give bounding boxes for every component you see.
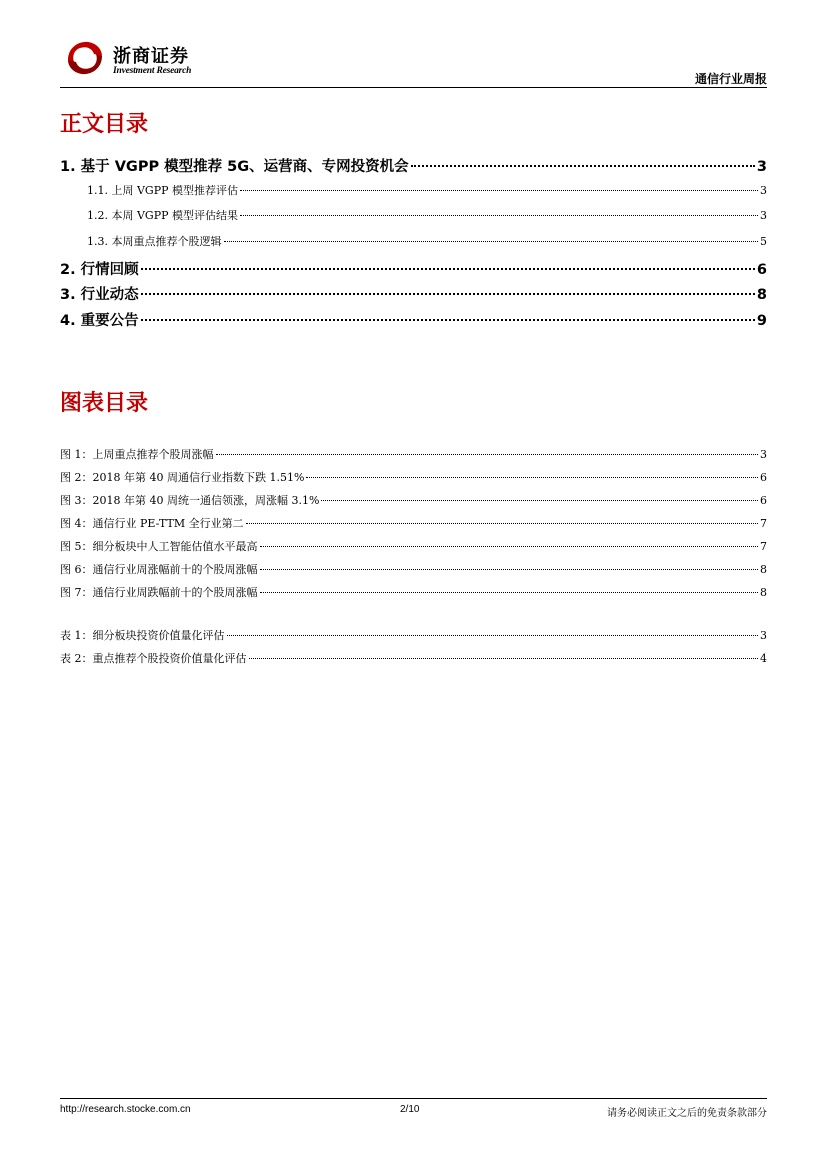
figure-entry-label: 图 1：上周重点推荐个股周涨幅 — [60, 448, 214, 461]
figure-entry-label: 图 7：通信行业周跌幅前十的个股周涨幅 — [60, 586, 258, 599]
table-entry[interactable] — [60, 650, 767, 666]
dot-leader — [306, 477, 758, 478]
dot-leader — [224, 241, 759, 242]
figure-entry[interactable] — [60, 515, 767, 531]
toc-entry-label: 3. 行业动态 — [60, 287, 139, 303]
figure-entry-page: 8 — [760, 586, 767, 599]
figure-entry-label: 图 6：通信行业周涨幅前十的个股周涨幅 — [60, 563, 258, 576]
figure-entry-page: 6 — [760, 471, 767, 484]
figure-entry[interactable] — [60, 492, 767, 508]
toc-entry-label: 1.1. 上周 VGPP 模型推荐评估 — [87, 184, 239, 197]
figure-entry-label: 图 3：2018 年第 40 周统一通信领涨，周涨幅 3.1% — [60, 494, 320, 507]
toc-entry-page: 6 — [756, 262, 767, 278]
dot-leader — [240, 215, 758, 216]
toc-entry-label: 1. 基于 VGPP 模型推荐 5G、运营商、专网投资机会 — [60, 159, 409, 175]
figure-entry-label: 图 4：通信行业 PE-TTM 全行业第二 — [60, 517, 244, 530]
figure-entry-page: 3 — [760, 448, 767, 461]
figure-entry[interactable] — [60, 538, 767, 554]
toc-entry-label: 1.2. 本周 VGPP 模型评估结果 — [87, 209, 239, 222]
toc-title: 正文目录 — [60, 112, 149, 137]
figure-entry[interactable] — [60, 469, 767, 485]
footer-url-link[interactable]: http://research.stocke.com.cn — [60, 1104, 191, 1115]
header-divider — [60, 87, 767, 88]
table-entry-label: 表 2：重点推荐个股投资价值量化评估 — [60, 652, 247, 665]
toc-entry[interactable] — [60, 283, 767, 304]
dot-leader — [260, 569, 759, 570]
dot-leader — [227, 635, 759, 636]
disclaimer-note: 请务必阅读正文之后的免责条款部分 — [607, 1108, 767, 1119]
toc-entry-page: 3 — [760, 209, 767, 222]
dot-leader — [141, 268, 755, 270]
toc-entry-page: 3 — [756, 159, 767, 175]
toc-entry[interactable] — [87, 207, 767, 223]
figure-list-title: 图表目录 — [60, 391, 149, 416]
dot-leader — [240, 190, 758, 191]
dot-leader — [246, 523, 758, 524]
toc-entry-page: 8 — [756, 287, 767, 303]
figure-entry[interactable] — [60, 584, 767, 600]
toc-entry[interactable] — [87, 233, 767, 249]
toc-entry-label: 2. 行情回顾 — [60, 262, 139, 278]
figure-entry-label: 图 5：细分板块中人工智能估值水平最高 — [60, 540, 258, 553]
figure-entry-label: 图 2：2018 年第 40 周通信行业指数下跌 1.51% — [60, 471, 305, 484]
toc-entry-page: 5 — [760, 235, 767, 248]
dot-leader — [411, 165, 755, 167]
toc-entry[interactable] — [87, 182, 767, 198]
toc-entry-label: 4. 重要公告 — [60, 313, 139, 329]
figure-entry-page: 7 — [760, 540, 767, 553]
dot-leader — [141, 293, 755, 295]
logo-icon — [62, 38, 108, 78]
footer-divider — [60, 1098, 767, 1099]
report-type-label: 通信行业周报 — [694, 72, 767, 86]
page-number: 2/10 — [400, 1104, 420, 1115]
dot-leader — [141, 319, 755, 321]
table-entry-page: 3 — [760, 629, 767, 642]
table-entry-label: 表 1：细分板块投资价值量化评估 — [60, 629, 225, 642]
table-entry[interactable] — [60, 627, 767, 643]
dot-leader — [260, 546, 759, 547]
dot-leader — [249, 658, 759, 659]
toc-entry-page: 3 — [760, 184, 767, 197]
toc-entry-label: 1.3. 本周重点推荐个股逻辑 — [87, 235, 222, 248]
logo-english-name: Investment Research — [113, 66, 192, 76]
logo-chinese-name: 浙商证券 — [113, 46, 189, 67]
figure-entry[interactable] — [60, 561, 767, 577]
dot-leader — [321, 500, 758, 501]
toc-entry[interactable] — [60, 309, 767, 330]
dot-leader — [260, 592, 759, 593]
table-entry-page: 4 — [760, 652, 767, 665]
toc-entry[interactable] — [60, 155, 767, 176]
figure-entry-page: 7 — [760, 517, 767, 530]
dot-leader — [216, 454, 759, 455]
figure-entry[interactable] — [60, 446, 767, 462]
toc-entry[interactable] — [60, 258, 767, 279]
toc-entry-page: 9 — [756, 313, 767, 329]
figure-entry-page: 8 — [760, 563, 767, 576]
figure-entry-page: 6 — [760, 494, 767, 507]
